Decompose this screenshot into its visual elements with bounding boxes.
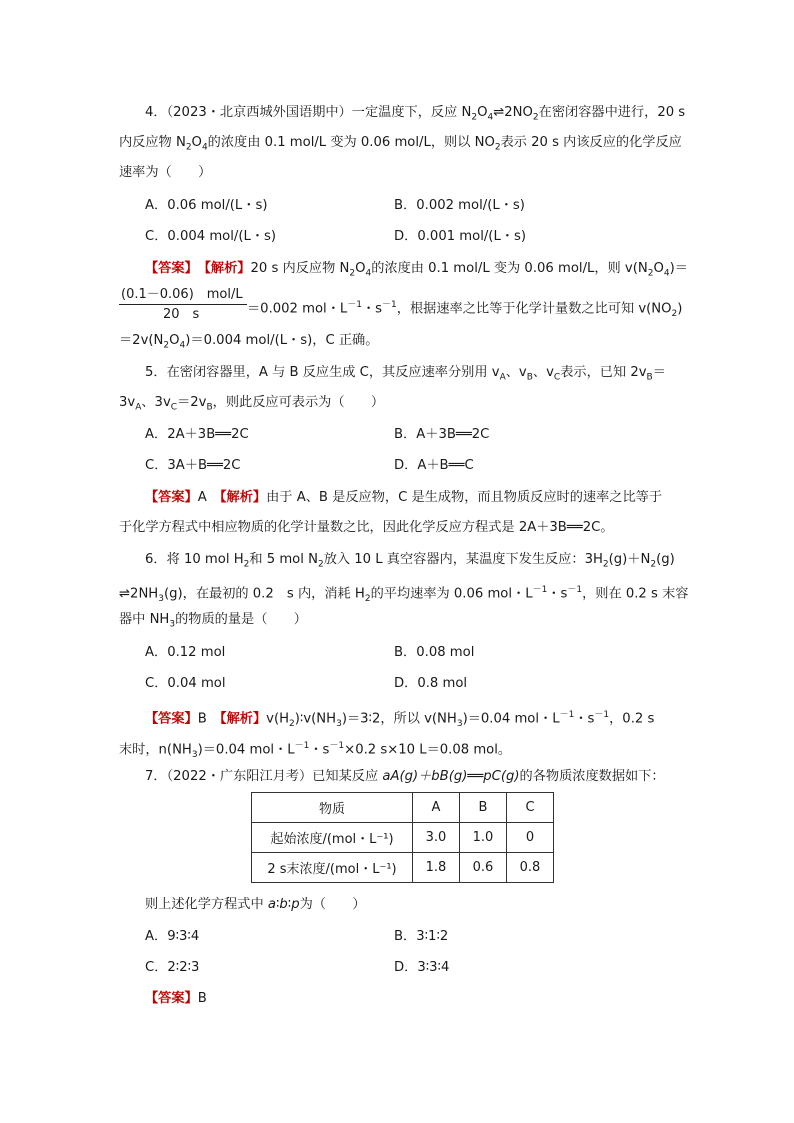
q7-answer [145,990,207,1008]
analysis-label: 【解析】 [220,711,267,727]
q4-option-d: D．0.001 mol/(L・s) [394,229,527,244]
fraction-numerator: (0.1－0.06) mol/L [121,287,243,302]
q5-option-a: A．2A＋3B══2C [145,427,249,442]
table-header: C [507,793,554,823]
table-header: A [413,793,460,823]
q7-option-b: B．3∶1∶2 [394,929,449,944]
table-cell: 起始浓度/(mol・L⁻¹) [252,823,413,853]
q6-line1: 6．将 10 mol $H_2$和 5 mol $N_2$放入 10 L 真空容器内，某温度下发生反应：$3H_2(g)+N_2(g)$ [145,552,675,570]
table-cell: 0.8 [507,853,554,883]
answer-value: A [197,490,207,505]
table-header: B [460,793,507,823]
q5-line1: 5．在密闭容器里，A 与 B 反应生成 C，其反应速率分别用 $v_A$、$v_B$、$v_C$表示，已知 $2v_B=$ [145,365,666,383]
q4-line1: 4．（2023・北京西城外国语期中）一定温度下，反应 $N_2O_4\rightleftharpoons 2NO_2$在密闭容器中进行，20 s [145,105,686,123]
table-cell: 2 s末浓度/(mol・L⁻¹) [252,853,413,883]
answer-value: B [197,991,207,1006]
q5-option-d: D．A＋B══C [394,458,474,473]
q4-option-c: C．0.004 mol/(L・s) [145,229,277,244]
q6-option-c: C．0.04 mol [145,676,226,691]
concentration-table [251,792,554,883]
fraction-bar [119,304,247,305]
q6-option-b: B．0.08 mol [394,645,475,660]
analysis-label: 【解析】 [219,490,267,505]
q4-line2: 内反应物 $N_2O_4$的浓度由 0.1 mol/L 变为 0.06 mol/L，则以 $NO_2$表示 20 s 内该反应的化学反应 [119,135,682,153]
q7-option-d: D．3∶3∶4 [394,960,450,975]
q6-option-a: A．0.12 mol [145,645,226,660]
table-cell: 1.0 [460,823,507,853]
q4-answer-line3: $=2v(N_2O_4)=0.004$ mol/(L・s)，C 正确。 [119,333,379,351]
q5-option-b: B．A＋3B══2C [394,427,490,442]
answer-label: 【答案】 [145,711,198,727]
q4-answer-line1: 【答案】 【解析】20 s 内反应物 $N_2O_4$的浓度由 0.1 mol/L 变为 0.06 mol/L，则 $v(N_2O_4)=$ [145,261,688,279]
q6-line3: 器中 $NH_3$的物质的量是（ ） [119,612,307,630]
table-cell: 0 [507,823,554,853]
table-cell: 0.6 [460,853,507,883]
q4-option-b: B．0.002 mol/(L・s) [394,198,525,213]
answer-value: B [197,711,207,727]
q5-line2: $3v_A$、$3v_C=2v_B$，则此反应可表示为（ ） [119,395,385,413]
q4-option-a: A．0.06 mol/(L・s) [145,198,268,213]
table-row [252,853,554,883]
table-header-row [252,793,554,823]
q7-line1: 7．（2022・广东阳江月考）已知某反应 aA(g)＋bB(g)══pC(g)的各物质浓度数据如下： [145,769,665,784]
q4-answer-line2: ＝0.002 mol・$L^{-1}$・$s^{-1}$，根据速率之比等于化学计量数之比可知 $v(NO_2)$ [247,300,683,320]
q5-option-c: C．3A＋B══2C [145,458,241,473]
answer-label: 【答案】 [145,490,198,505]
q4-line3: 速率为（ ） [119,165,212,180]
q7-option-a: A．9∶3∶4 [145,929,200,944]
table-cell: 1.8 [413,853,460,883]
q6-line2: $\rightleftharpoons 2NH_3(g)$，在最初的 0.2 s 内，消耗 $H_2$的平均速率为 0.06 mol・$L^{-1}$・$s^{-1}$，则在 0.2 s 末容 [119,585,689,605]
fraction-denominator: 20 s [163,307,200,322]
q5-answer-line1: 【答案】A 【解析】由于 A、B 是反应物，C 是生成物，而且物质反应时的速率之比等于 [145,490,663,505]
q7-question: 则上述化学方程式中 a∶b∶p为（ ） [145,897,366,912]
q7-option-c: C．2∶2∶3 [145,960,200,975]
table-row [252,823,554,853]
q6-answer-line1: 【答案】B 【解析】$v(H_2)∶v(NH_3)=3∶2$，所以 $v(NH_3)=0.04$ mol・$L^{-1}$・$s^{-1}$，0.2 s [145,710,655,730]
analysis-label: 【解析】 [204,261,251,276]
q6-option-d: D．0.8 mol [394,676,468,691]
answer-label: 【答案】 [145,261,192,276]
q5-answer-line2: 于化学方程式中相应物质的化学计量数之比，因此化学反应方程式是 2A＋3B══2C。 [119,520,614,535]
table-header: 物质 [252,793,413,823]
answer-label: 【答案】 [145,991,198,1006]
table-cell: 3.0 [413,823,460,853]
q6-answer-line2: 末时，$n(NH_3)=0.04$ mol・$L^{-1}$・$s^{-1}\times 0.2$ s×10 L＝0.08 mol。 [119,741,512,761]
